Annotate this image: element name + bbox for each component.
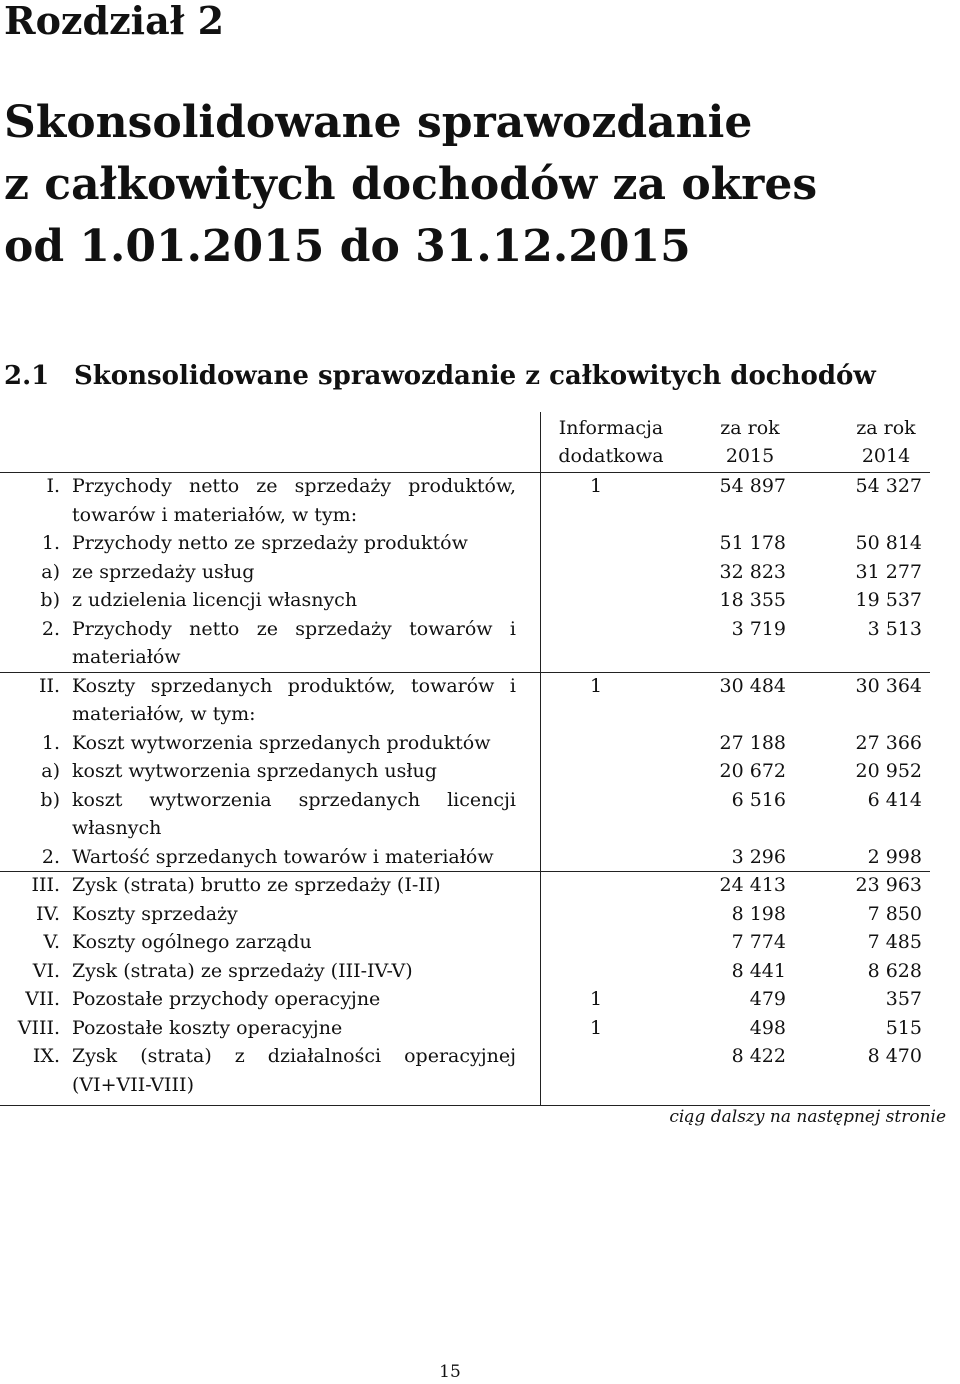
row-value-2015: 18 355 <box>719 589 786 611</box>
table-row <box>0 672 930 729</box>
row-number: 2. <box>41 845 60 868</box>
row-value-2014: 20 952 <box>855 760 922 782</box>
row-value-2014: 3 513 <box>867 617 922 640</box>
row-description: z udzielenia licencji własnych <box>72 589 358 611</box>
table-body <box>0 472 930 1099</box>
row-description: Przychody netto ze sprzedaży produktów, towarów i materiałów, w tym: <box>72 475 516 526</box>
row-value-2015: 7 774 <box>731 931 786 953</box>
section-title: Skonsolidowane sprawozdanie z całkowitych dochodów <box>74 361 876 391</box>
table-row <box>0 529 930 558</box>
header-divider <box>540 412 541 472</box>
row-value-2015: 8 422 <box>731 1045 786 1067</box>
row-number: 1. <box>41 731 60 754</box>
row-number: VIII. <box>17 1016 60 1039</box>
row-number: III. <box>31 874 60 896</box>
row-description: Koszty ogólnego zarządu <box>72 931 312 953</box>
row-number: II. <box>38 674 60 697</box>
row-value-2015: 24 413 <box>719 874 786 896</box>
row-description: koszt wytworzenia sprzedanych licencji własnych <box>72 788 516 839</box>
row-number: a) <box>41 760 60 782</box>
table-column-divider <box>540 472 541 1105</box>
row-value-2014: 30 364 <box>855 674 922 697</box>
table-row <box>0 472 930 529</box>
title-line-1: Skonsolidowane sprawozdanie <box>4 97 753 148</box>
header-2014: za rok 2014 <box>856 417 916 467</box>
row-value-2014: 19 537 <box>855 589 922 611</box>
header-2015: za rok 2015 <box>720 417 780 467</box>
table-row <box>0 957 930 986</box>
row-number: b) <box>40 788 60 811</box>
title-line-3: od 1.01.2015 do 31.12.2015 <box>4 221 691 272</box>
row-value-2014: 2 998 <box>867 845 922 868</box>
row-value-2015: 3 719 <box>731 617 786 640</box>
table-row <box>0 757 930 786</box>
table-row <box>0 928 930 957</box>
row-note-ref: 1 <box>589 1016 603 1039</box>
row-number: a) <box>41 560 60 583</box>
table-row <box>0 786 930 843</box>
title-line-2: z całkowitych dochodów za okres <box>4 159 818 210</box>
row-value-2014: 7 850 <box>867 902 922 925</box>
table-header <box>0 412 930 472</box>
row-value-2015: 27 188 <box>719 731 786 754</box>
document-title <box>4 92 817 278</box>
row-value-2014: 357 <box>885 988 922 1010</box>
row-value-2014: 515 <box>885 1016 922 1039</box>
row-value-2014: 8 628 <box>867 959 922 982</box>
row-value-2014: 6 414 <box>867 788 922 811</box>
row-number: VII. <box>25 988 60 1010</box>
table-row <box>0 586 930 615</box>
row-number: I. <box>46 475 60 497</box>
chapter-heading: Rozdział 2 <box>4 0 225 43</box>
row-value-2014: 23 963 <box>855 874 922 896</box>
page-number: 15 <box>439 1362 461 1382</box>
table-bottom-rule <box>0 1105 930 1106</box>
row-value-2015: 20 672 <box>719 760 786 782</box>
table-row <box>0 900 930 929</box>
row-description: Zysk (strata) ze sprzedaży (III-IV-V) <box>72 959 413 982</box>
row-description: Przychody netto ze sprzedaży produktów <box>72 532 468 554</box>
row-value-2015: 3 296 <box>731 845 786 868</box>
row-number: 1. <box>41 532 60 554</box>
header-info: Informacja dodatkowa <box>558 417 664 467</box>
table-row <box>0 615 930 672</box>
section-number: 2.1 <box>4 361 50 391</box>
row-value-2014: 50 814 <box>855 532 922 554</box>
income-statement-table <box>0 412 930 1099</box>
row-note-ref: 1 <box>589 475 603 497</box>
row-number: V. <box>43 931 60 953</box>
row-value-2015: 32 823 <box>719 560 786 583</box>
row-value-2014: 27 366 <box>855 731 922 754</box>
row-description: Pozostałe przychody operacyjne <box>72 988 381 1010</box>
table-row <box>0 729 930 758</box>
row-description: ze sprzedaży usług <box>72 560 255 583</box>
table-row <box>0 843 930 872</box>
row-description: Zysk (strata) z działalności operacyjnej (VI+VII-VIII) <box>72 1045 516 1096</box>
row-number: IX. <box>32 1045 60 1067</box>
row-number: IV. <box>36 902 60 925</box>
row-description: Wartość sprzedanych towarów i materiałów <box>72 845 494 868</box>
row-value-2015: 54 897 <box>719 475 786 497</box>
row-note-ref: 1 <box>589 988 603 1010</box>
row-description: Przychody netto ze sprzedaży towarów i materiałów <box>72 617 516 668</box>
row-number: b) <box>40 589 60 611</box>
table-row <box>0 1014 930 1043</box>
row-note-ref: 1 <box>589 674 603 697</box>
table-row <box>0 558 930 587</box>
row-value-2015: 30 484 <box>719 674 786 697</box>
row-value-2015: 8 198 <box>731 902 786 925</box>
table-row <box>0 985 930 1014</box>
table-row <box>0 871 930 900</box>
row-description: Koszt wytworzenia sprzedanych produktów <box>72 731 491 754</box>
row-value-2015: 51 178 <box>719 532 786 554</box>
row-description: Zysk (strata) brutto ze sprzedaży (I-II) <box>72 874 441 896</box>
table-row <box>0 1042 930 1099</box>
row-value-2014: 54 327 <box>855 475 922 497</box>
row-description: Pozostałe koszty operacyjne <box>72 1016 343 1039</box>
continued-note: ciąg dalszy na następnej stronie <box>669 1107 946 1127</box>
row-number: 2. <box>41 617 60 640</box>
row-description: koszt wytworzenia sprzedanych usług <box>72 760 437 782</box>
row-number: VI. <box>32 959 60 982</box>
row-description: Koszty sprzedanych produktów, towarów i materiałów, w tym: <box>72 674 516 725</box>
row-value-2014: 8 470 <box>867 1045 922 1067</box>
row-value-2015: 498 <box>749 1016 786 1039</box>
row-value-2015: 8 441 <box>731 959 786 982</box>
row-value-2014: 31 277 <box>855 560 922 583</box>
row-description: Koszty sprzedaży <box>72 902 238 925</box>
row-value-2015: 6 516 <box>731 788 786 811</box>
row-value-2015: 479 <box>749 988 786 1010</box>
row-value-2014: 7 485 <box>867 931 922 953</box>
section-heading <box>4 356 876 396</box>
